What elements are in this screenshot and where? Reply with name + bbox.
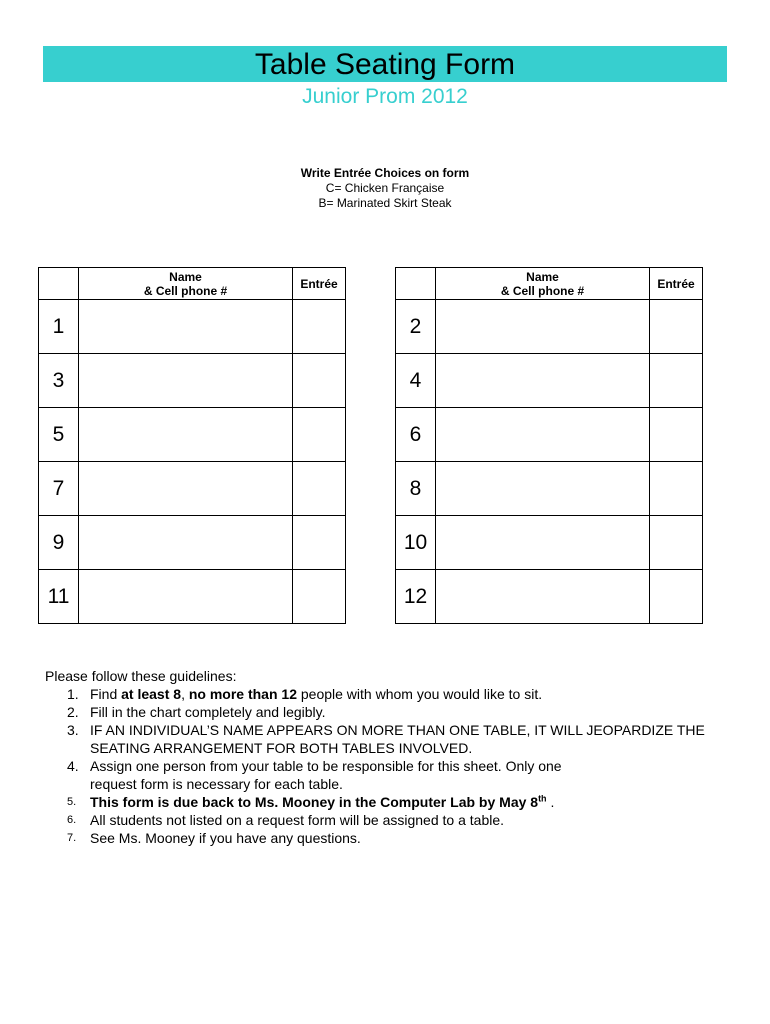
seat-number: 2 (396, 300, 436, 354)
seat-number-header (39, 268, 79, 300)
entree-cell[interactable] (650, 354, 703, 408)
table-row (396, 408, 703, 462)
seat-number: 11 (39, 570, 79, 624)
seat-number: 4 (396, 354, 436, 408)
seat-number: 7 (39, 462, 79, 516)
seating-table-left (38, 267, 346, 624)
table-row (39, 462, 346, 516)
item-number: 7. (67, 832, 77, 844)
item-text-bold: This form is due back to Ms. Mooney in the Computer Lab by May 8 (90, 794, 539, 810)
list-item (45, 811, 735, 829)
name-header-line1: Name (526, 269, 559, 284)
title-banner (43, 46, 727, 82)
table-row (396, 462, 703, 516)
page-subtitle: Junior Prom 2012 (302, 85, 468, 108)
table-row (396, 570, 703, 624)
name-cell[interactable] (436, 300, 650, 354)
seat-number: 8 (396, 462, 436, 516)
entree-cell[interactable] (650, 462, 703, 516)
name-cell[interactable] (79, 570, 293, 624)
seat-number: 1 (39, 300, 79, 354)
name-header-line2: & Cell phone # (143, 283, 228, 298)
entree-cell[interactable] (293, 462, 346, 516)
table-row (39, 570, 346, 624)
table-row (39, 354, 346, 408)
entree-cell[interactable] (650, 408, 703, 462)
guidelines-intro: Please follow these guidelines: (45, 668, 237, 684)
item-text: Assign one person from your table to be responsible for this sheet. Only one request form is necessary for each table. (90, 758, 562, 792)
item-number: 2. (67, 704, 79, 720)
name-cell[interactable] (436, 354, 650, 408)
entree-cell[interactable] (293, 516, 346, 570)
name-header (79, 268, 293, 300)
entree-option-chicken: C= Chicken Française (325, 181, 445, 195)
name-header (436, 268, 650, 300)
item-text: All students not listed on a request form will be assigned to a table. (90, 812, 505, 828)
item-text: See Ms. Mooney if you have any questions. (90, 830, 361, 846)
list-item (45, 757, 735, 793)
list-item (45, 721, 735, 757)
seat-number: 12 (396, 570, 436, 624)
entree-cell[interactable] (293, 408, 346, 462)
item-text: Find (90, 686, 122, 702)
seat-number: 5 (39, 408, 79, 462)
item-number: 6. (67, 814, 77, 826)
name-cell[interactable] (79, 462, 293, 516)
entree-cell[interactable] (650, 300, 703, 354)
name-cell[interactable] (79, 300, 293, 354)
name-cell[interactable] (79, 516, 293, 570)
entree-option-steak: B= Marinated Skirt Steak (318, 196, 452, 210)
list-item (45, 793, 735, 811)
seat-number: 10 (396, 516, 436, 570)
entree-cell[interactable] (650, 516, 703, 570)
name-header-line1: Name (169, 269, 202, 284)
item-text: people with whom you would like to sit. (296, 686, 543, 702)
item-number: 5. (67, 796, 77, 808)
item-number: 3. (67, 722, 79, 738)
item-text-bold: at least 8 (121, 686, 182, 702)
name-cell[interactable] (436, 408, 650, 462)
page-title: Table Seating Form (254, 48, 516, 81)
name-cell[interactable] (79, 408, 293, 462)
entree-cell[interactable] (293, 570, 346, 624)
seat-number: 6 (396, 408, 436, 462)
list-item (45, 829, 735, 847)
item-text: IF AN INDIVIDUAL’S NAME APPEARS ON MORE THAN ONE TABLE, IT WILL JEOPARDIZE THE SEATING ARRANGEMENT FOR BOTH TABLES INVOLVED. (90, 722, 705, 756)
name-cell[interactable] (436, 516, 650, 570)
list-item (45, 685, 735, 703)
seat-number: 9 (39, 516, 79, 570)
name-header-line2: & Cell phone # (500, 283, 585, 298)
guidelines-list (45, 685, 735, 847)
item-text-bold: no more than 12 (188, 686, 297, 702)
item-text: . (546, 794, 555, 810)
table-row (396, 516, 703, 570)
seat-number-header (396, 268, 436, 300)
item-text: Fill in the chart completely and legibly. (90, 704, 326, 720)
entree-info (43, 166, 727, 211)
table-row (396, 300, 703, 354)
entree-cell[interactable] (293, 354, 346, 408)
name-cell[interactable] (436, 570, 650, 624)
entree-cell[interactable] (293, 300, 346, 354)
item-text: , (181, 686, 189, 702)
seating-table-right (395, 267, 703, 624)
table-row (39, 516, 346, 570)
item-number: 4. (67, 758, 79, 774)
entree-header: Entrée (293, 268, 346, 300)
list-item (45, 703, 735, 721)
table-row (39, 300, 346, 354)
name-cell[interactable] (436, 462, 650, 516)
table-row (39, 408, 346, 462)
entree-cell[interactable] (650, 570, 703, 624)
item-superscript: th (538, 793, 547, 804)
table-row (396, 354, 703, 408)
entree-header: Entrée (650, 268, 703, 300)
item-number: 1. (67, 686, 79, 702)
seat-number: 3 (39, 354, 79, 408)
name-cell[interactable] (79, 354, 293, 408)
guidelines (45, 667, 735, 847)
entree-heading: Write Entrée Choices on form (300, 166, 470, 180)
